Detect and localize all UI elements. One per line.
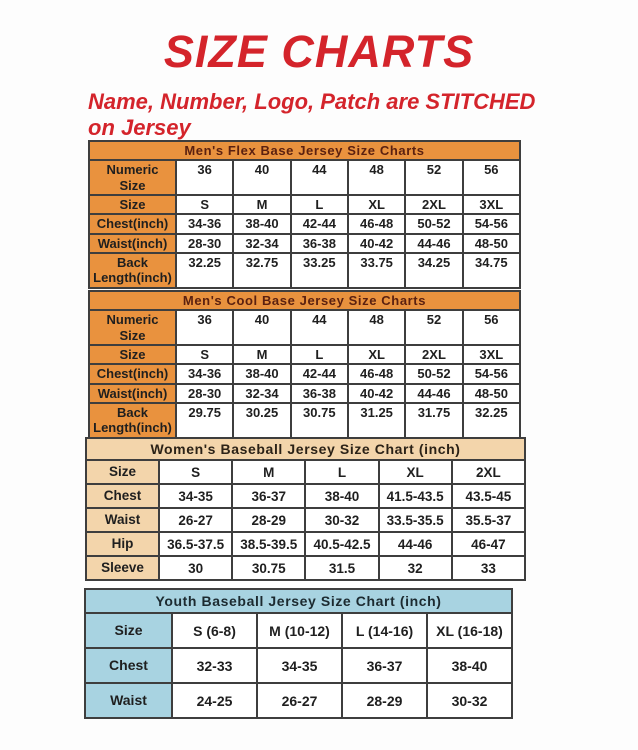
size-value-cell: 34.25 (405, 253, 462, 288)
size-value-cell: 30-32 (305, 508, 378, 532)
page-subtitle: Name, Number, Logo, Patch are STITCHED on Jersey (88, 89, 536, 141)
size-value-cell: 32.25 (463, 403, 520, 438)
size-value-cell: 40-42 (348, 384, 405, 403)
size-value-cell: 3XL (463, 345, 520, 364)
size-value-cell: L (14-16) (342, 613, 427, 648)
size-value-cell: XL (348, 345, 405, 364)
size-value-cell: 48 (348, 160, 405, 195)
table-title: Youth Baseball Jersey Size Chart (inch) (85, 589, 512, 613)
table-row (89, 234, 520, 253)
size-value-cell: 35.5-37 (452, 508, 525, 532)
size-value-cell: 40.5-42.5 (305, 532, 378, 556)
table-row (85, 648, 512, 683)
table-title-row (89, 141, 520, 160)
row-label: Waist(inch) (89, 384, 176, 403)
size-value-cell: 32-34 (233, 384, 290, 403)
size-value-cell: 48 (348, 310, 405, 345)
size-value-cell: 33.75 (348, 253, 405, 288)
size-value-cell: 42-44 (291, 364, 348, 383)
size-value-cell: 38-40 (233, 364, 290, 383)
size-value-cell: 26-27 (159, 508, 232, 532)
table-row (86, 508, 525, 532)
table-row (85, 683, 512, 718)
size-value-cell: M (233, 195, 290, 214)
size-value-cell: 46-47 (452, 532, 525, 556)
size-value-cell: 28-29 (342, 683, 427, 718)
size-value-cell: 32.75 (233, 253, 290, 288)
size-value-cell: 50-52 (405, 214, 462, 233)
size-value-cell: XL (379, 460, 452, 484)
size-value-cell: 38-40 (233, 214, 290, 233)
size-value-cell: 36 (176, 160, 233, 195)
size-value-cell: 31.75 (405, 403, 462, 438)
table-row (86, 484, 525, 508)
size-value-cell: S (176, 345, 233, 364)
womens-baseball-size-table (85, 437, 526, 581)
size-value-cell: 40-42 (348, 234, 405, 253)
size-value-cell: 48-50 (463, 234, 520, 253)
size-value-cell: 50-52 (405, 364, 462, 383)
table-row (89, 364, 520, 383)
row-label: Size (85, 613, 172, 648)
table-title-row (86, 438, 525, 460)
table-row (89, 253, 520, 288)
size-value-cell: 44 (291, 310, 348, 345)
size-value-cell: M (233, 345, 290, 364)
size-value-cell: 41.5-43.5 (379, 484, 452, 508)
row-label: Chest(inch) (89, 214, 176, 233)
size-value-cell: 34.75 (463, 253, 520, 288)
size-value-cell: 52 (405, 310, 462, 345)
row-label: Back Length(inch) (89, 403, 176, 438)
row-label: Waist (86, 508, 159, 532)
table-row (86, 460, 525, 484)
size-value-cell: 34-35 (159, 484, 232, 508)
size-value-cell: 43.5-45 (452, 484, 525, 508)
size-value-cell: 2XL (405, 195, 462, 214)
size-value-cell: 40 (233, 160, 290, 195)
youth-baseball-size-table (84, 588, 513, 719)
size-value-cell: 46-48 (348, 364, 405, 383)
size-value-cell: S (6-8) (172, 613, 257, 648)
table-row (89, 345, 520, 364)
size-value-cell: L (305, 460, 378, 484)
row-label: Waist(inch) (89, 234, 176, 253)
size-value-cell: 56 (463, 160, 520, 195)
size-value-cell: XL (348, 195, 405, 214)
size-value-cell: 34-35 (257, 648, 342, 683)
size-value-cell: 56 (463, 310, 520, 345)
size-value-cell: 24-25 (172, 683, 257, 718)
size-value-cell: 33.5-35.5 (379, 508, 452, 532)
size-value-cell: M (232, 460, 305, 484)
row-label: Hip (86, 532, 159, 556)
row-label: Chest (85, 648, 172, 683)
size-value-cell: 44-46 (405, 384, 462, 403)
size-value-cell: 44-46 (405, 234, 462, 253)
size-value-cell: 36-38 (291, 384, 348, 403)
mens-flex-base-size-table (88, 140, 521, 289)
table-row (89, 160, 520, 195)
size-value-cell: 30 (159, 556, 232, 580)
size-value-cell: 44 (291, 160, 348, 195)
size-value-cell: 40 (233, 310, 290, 345)
size-value-cell: 36-37 (232, 484, 305, 508)
size-value-cell: 30.75 (232, 556, 305, 580)
row-label: Chest(inch) (89, 364, 176, 383)
row-label: Size (89, 345, 176, 364)
table-row (89, 195, 520, 214)
row-label: Back Length(inch) (89, 253, 176, 288)
row-label: Size (89, 195, 176, 214)
size-value-cell: 31.5 (305, 556, 378, 580)
size-value-cell: 36-38 (291, 234, 348, 253)
row-label: Numeric Size (89, 310, 176, 345)
size-value-cell: 29.75 (176, 403, 233, 438)
size-value-cell: 36.5-37.5 (159, 532, 232, 556)
row-label: Chest (86, 484, 159, 508)
table-title: Men's Cool Base Jersey Size Charts (89, 291, 520, 310)
size-value-cell: 30.25 (233, 403, 290, 438)
size-value-cell: 34-36 (176, 364, 233, 383)
table-row (86, 556, 525, 580)
size-value-cell: 54-56 (463, 214, 520, 233)
size-value-cell: S (159, 460, 232, 484)
row-label: Numeric Size (89, 160, 176, 195)
size-value-cell: 38-40 (427, 648, 512, 683)
table-title: Women's Baseball Jersey Size Chart (inch) (86, 438, 525, 460)
size-value-cell: 30-32 (427, 683, 512, 718)
size-value-cell: 2XL (405, 345, 462, 364)
size-value-cell: 34-36 (176, 214, 233, 233)
table-row (85, 613, 512, 648)
size-value-cell: 46-48 (348, 214, 405, 233)
size-value-cell: 36 (176, 310, 233, 345)
size-value-cell: 44-46 (379, 532, 452, 556)
table-row (89, 214, 520, 233)
size-value-cell: 38.5-39.5 (232, 532, 305, 556)
row-label: Waist (85, 683, 172, 718)
table-title: Men's Flex Base Jersey Size Charts (89, 141, 520, 160)
size-value-cell: 26-27 (257, 683, 342, 718)
size-value-cell: S (176, 195, 233, 214)
size-value-cell: 3XL (463, 195, 520, 214)
table-row (89, 310, 520, 345)
size-value-cell: 32 (379, 556, 452, 580)
size-value-cell: 54-56 (463, 364, 520, 383)
table-row (89, 384, 520, 403)
size-value-cell: 48-50 (463, 384, 520, 403)
table-row (86, 532, 525, 556)
size-value-cell: 33 (452, 556, 525, 580)
size-value-cell: 32.25 (176, 253, 233, 288)
size-value-cell: L (291, 345, 348, 364)
row-label: Size (86, 460, 159, 484)
mens-cool-base-size-table (88, 290, 521, 439)
size-value-cell: 32-33 (172, 648, 257, 683)
size-value-cell: 33.25 (291, 253, 348, 288)
table-row (89, 403, 520, 438)
size-value-cell: 38-40 (305, 484, 378, 508)
size-value-cell: 32-34 (233, 234, 290, 253)
size-value-cell: 42-44 (291, 214, 348, 233)
size-value-cell: L (291, 195, 348, 214)
size-value-cell: 52 (405, 160, 462, 195)
size-value-cell: 2XL (452, 460, 525, 484)
size-value-cell: 28-30 (176, 384, 233, 403)
size-value-cell: 31.25 (348, 403, 405, 438)
size-value-cell: 30.75 (291, 403, 348, 438)
size-value-cell: M (10-12) (257, 613, 342, 648)
size-value-cell: XL (16-18) (427, 613, 512, 648)
size-value-cell: 28-30 (176, 234, 233, 253)
table-title-row (89, 291, 520, 310)
size-value-cell: 36-37 (342, 648, 427, 683)
row-label: Sleeve (86, 556, 159, 580)
size-value-cell: 28-29 (232, 508, 305, 532)
page-title: SIZE CHARTS (163, 26, 475, 77)
table-title-row (85, 589, 512, 613)
